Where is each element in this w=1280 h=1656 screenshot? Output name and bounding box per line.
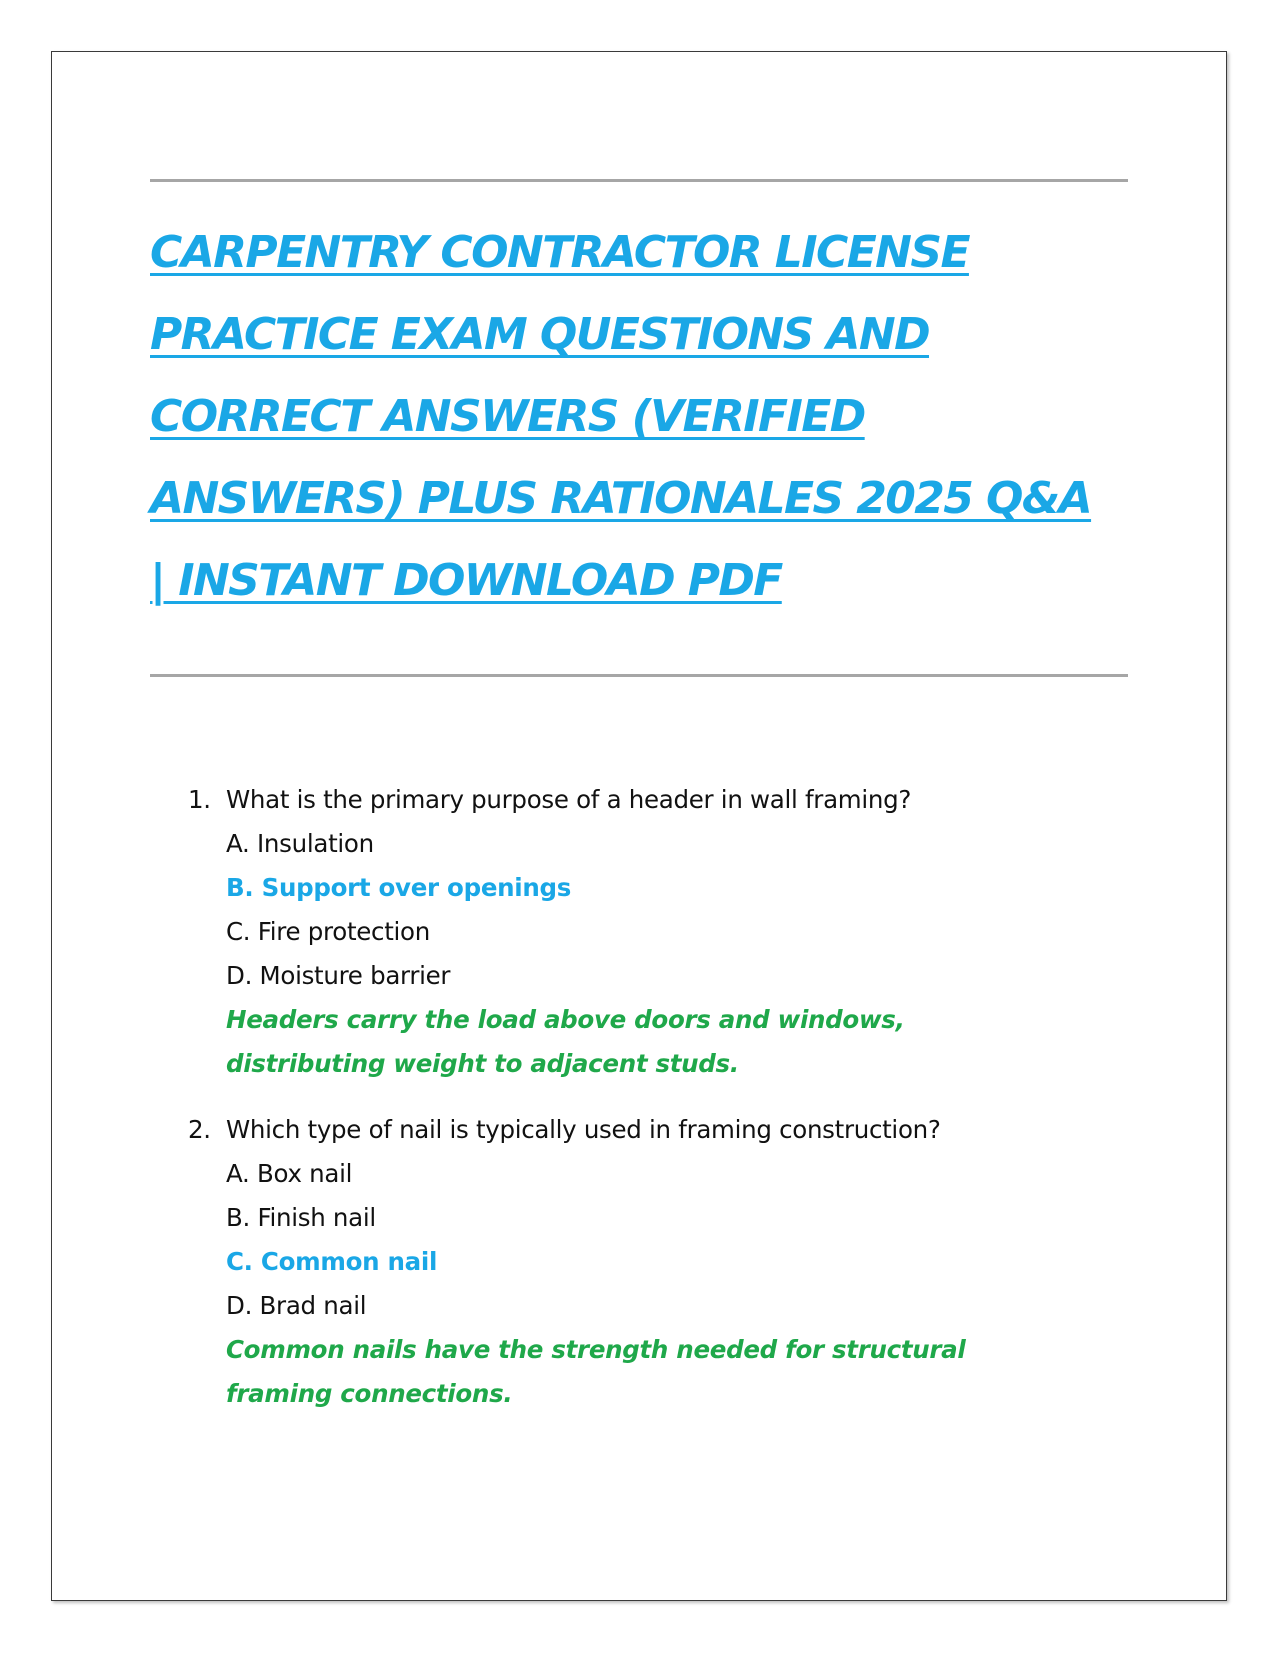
answer-option: A. Insulation: [226, 829, 374, 858]
title-line: CORRECT ANSWERS (VERIFIED: [150, 391, 865, 442]
option-list: [188, 1152, 1108, 1328]
question-number: 2.: [188, 1115, 211, 1144]
option-list: [188, 822, 1108, 998]
title-line: ANSWERS) PLUS RATIONALES 2025 Q&A: [150, 473, 1092, 524]
answer-option: B. Finish nail: [226, 1203, 376, 1232]
bottom-divider: [150, 674, 1128, 677]
rationale-text: Headers carry the load above doors and windows, distributing weight to adjacent studs.: [226, 1005, 905, 1078]
answer-option: D. Moisture barrier: [226, 961, 451, 990]
question-text: Which type of nail is typically used in framing construction?: [226, 1115, 941, 1144]
correct-answer-option: B. Support over openings: [226, 873, 572, 902]
question-number: 1.: [188, 785, 211, 814]
question-text: What is the primary purpose of a header in wall framing?: [226, 785, 912, 814]
answer-option: D. Brad nail: [226, 1291, 367, 1320]
top-divider: [150, 179, 1128, 182]
answer-option: C. Fire protection: [226, 917, 430, 946]
question-item: [188, 778, 1108, 1086]
rationale-text: Common nails have the strength needed for structural framing connections.: [226, 1335, 966, 1408]
title-line: CARPENTRY CONTRACTOR LICENSE: [150, 227, 969, 278]
title-line: PRACTICE EXAM QUESTIONS AND: [150, 309, 930, 360]
title-line: | INSTANT DOWNLOAD PDF: [150, 555, 782, 606]
question-item: [188, 1108, 1108, 1416]
answer-option: A. Box nail: [226, 1159, 353, 1188]
correct-answer-option: C. Common nail: [226, 1247, 438, 1276]
document-title: [150, 212, 1140, 622]
question-list: [188, 778, 1108, 1438]
